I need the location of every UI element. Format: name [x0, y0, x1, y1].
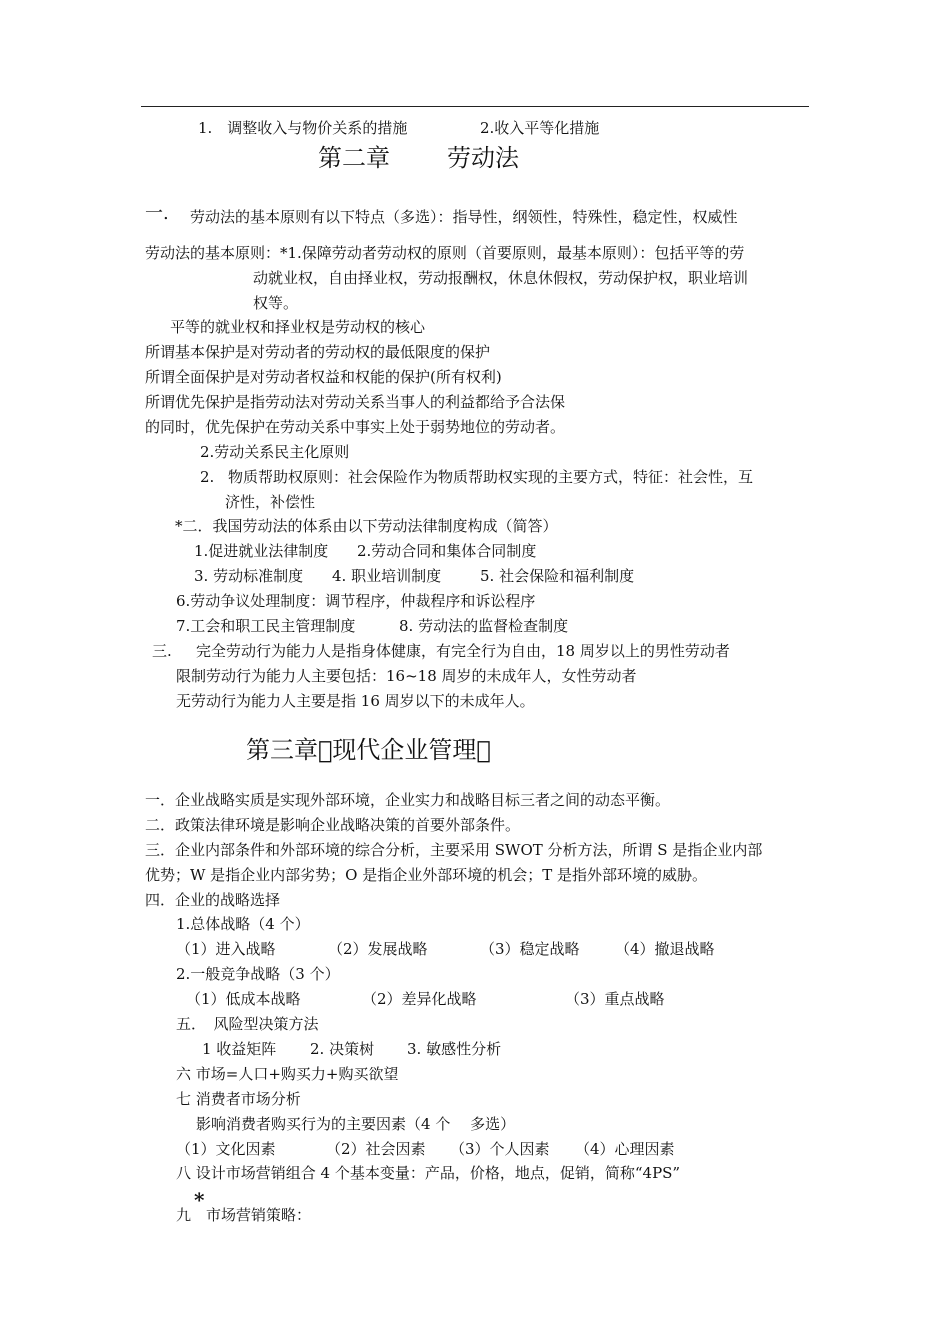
top-item-1: 1. 调整收入与物价关系的措施 — [198, 119, 408, 137]
principle-1-line-2: 动就业权，自由择业权，劳动报酬权，休息休假权，劳动保护权，职业培训 — [253, 269, 749, 287]
chapter3-title: 第三章 现代企业管理  — [246, 736, 491, 764]
overall-strategy: 1.总体战略（4 个） — [176, 915, 310, 933]
factor-1: （1）文化因素 — [176, 1140, 276, 1158]
swot-line-2: 优势；W 是指企业内部劣势；O 是指企业外部环境的机会；T 是指外部环境的威胁。 — [145, 866, 708, 884]
competitive-item-3: （3）重点战略 — [565, 990, 665, 1008]
section-three-marker: 三. — [152, 642, 172, 660]
consumer-market-analysis: 七 消费者市场分析 — [176, 1090, 301, 1108]
risk-method-1: 1 收益矩阵 — [202, 1040, 277, 1058]
factor-2: （2）社会因素 — [326, 1140, 426, 1158]
strategy-choice: 四．企业的战略选择 — [145, 891, 281, 909]
chapter2-title-name: 劳动法 — [447, 144, 519, 172]
basic-protection: 所谓基本保护是对劳动者的劳动权的最低限度的保护 — [145, 343, 491, 361]
factor-3: （3）个人因素 — [450, 1140, 550, 1158]
priority-protection-line-2: 的同时，优先保护在劳动关系中事实上处于弱势地位的劳动者。 — [145, 418, 566, 436]
policy-environment: 二．政策法律环境是影响企业战略决策的首要外部条件。 — [145, 816, 521, 834]
market-formula: 六 市场=人口+购买力+购买欲望 — [176, 1065, 399, 1083]
system-item-8: 8. 劳动法的监督检查制度 — [399, 617, 569, 635]
full-capacity: 完全劳动行为能力人是指身体健康，有完全行为自由，18 周岁以上的男性劳动者 — [196, 642, 730, 660]
factor-4: （4）心理因素 — [575, 1140, 675, 1158]
system-item-6: 6.劳动争议处理制度：调节程序，仲裁程序和诉讼程序 — [176, 592, 536, 610]
full-protection: 所谓全面保护是对劳动者权益和权能的保护(所有权利) — [145, 368, 502, 386]
system-item-5: 5. 社会保险和福利制度 — [480, 567, 635, 585]
chapter2-title-number: 第二章 — [318, 144, 390, 172]
principle-3-marker: 2. — [200, 468, 215, 486]
principle-1-line-3: 权等。 — [253, 294, 299, 312]
top-item-2: 2.收入平等化措施 — [480, 119, 600, 137]
system-item-7: 7.工会和职工民主管理制度 — [176, 617, 356, 635]
swot-line-1: 三．企业内部条件和外部环境的综合分析，主要采用 SWOT 分析方法，所谓 S 是指企业内部 — [145, 841, 763, 859]
limited-capacity: 限制劳动行为能力人主要包括：16~18 周岁的未成年人，女性劳动者 — [176, 667, 637, 685]
risk-decision-methods: 五． 风险型决策方法 — [176, 1015, 319, 1033]
overall-item-2: （2）发展战略 — [328, 940, 428, 958]
competitive-item-2: （2）差异化战略 — [362, 990, 477, 1008]
competitive-strategy: 2.一般竞争战略（3 个） — [176, 965, 340, 983]
section-nine-number: 九 — [176, 1206, 192, 1224]
strategy-essence: 一．企业战略实质是实现外部环境，企业实力和战略目标三者之间的动态平衡。 — [145, 791, 671, 809]
system-item-2: 2.劳动合同和集体合同制度 — [357, 542, 537, 560]
principle-features: 劳动法的基本原则有以下特点（多选）：指导性，纲领性，特殊性，稳定性，权威性 — [190, 208, 738, 226]
marketing-mix: 八 设计市场营销组合 4 个基本变量：产品，价格，地点，促销，简称“4PS” — [176, 1164, 681, 1182]
risk-method-2: 2. 决策树 — [310, 1040, 375, 1058]
priority-protection-line-1: 所谓优先保护是指劳动法对劳动关系当事人的利益都给予合法保 — [145, 393, 566, 411]
principle-2: 2.劳动关系民主化原则 — [200, 443, 350, 461]
principle-1-line-1: 劳动法的基本原则：*1.保障劳动者劳动权的原则（首要原则，最基本原则）：包括平等的劳 — [145, 244, 745, 262]
section-one-marker: 一. — [145, 203, 169, 224]
overall-item-1: （1）进入战略 — [176, 940, 276, 958]
overall-item-3: （3）稳定战略 — [480, 940, 580, 958]
section-nine-star: * — [194, 1188, 205, 1212]
consumer-factors-title: 影响消费者购买行为的主要因素（4 个 多选） — [196, 1115, 516, 1133]
marketing-strategy: 市场营销策略： — [206, 1206, 312, 1224]
overall-item-4: （4）撤退战略 — [615, 940, 715, 958]
header-rule — [141, 106, 809, 107]
labor-law-system-title: *二．我国劳动法的体系由以下劳动法律制度构成（简答） — [175, 517, 558, 535]
principle-3-line-2: 济性，补偿性 — [225, 493, 316, 511]
competitive-item-1: （1）低成本战略 — [186, 990, 301, 1008]
labor-right-core: 平等的就业权和择业权是劳动权的核心 — [170, 318, 426, 336]
system-item-1: 1.促进就业法律制度 — [194, 542, 329, 560]
system-item-3: 3. 劳动标准制度 — [194, 567, 304, 585]
no-capacity: 无劳动行为能力人主要是指 16 周岁以下的未成年人。 — [176, 692, 535, 710]
system-item-4: 4. 职业培训制度 — [332, 567, 442, 585]
principle-3-line-1: 物质帮助权原则：社会保险作为物质帮助权实现的主要方式，特征：社会性，互 — [228, 468, 754, 486]
risk-method-3: 3. 敏感性分析 — [407, 1040, 502, 1058]
